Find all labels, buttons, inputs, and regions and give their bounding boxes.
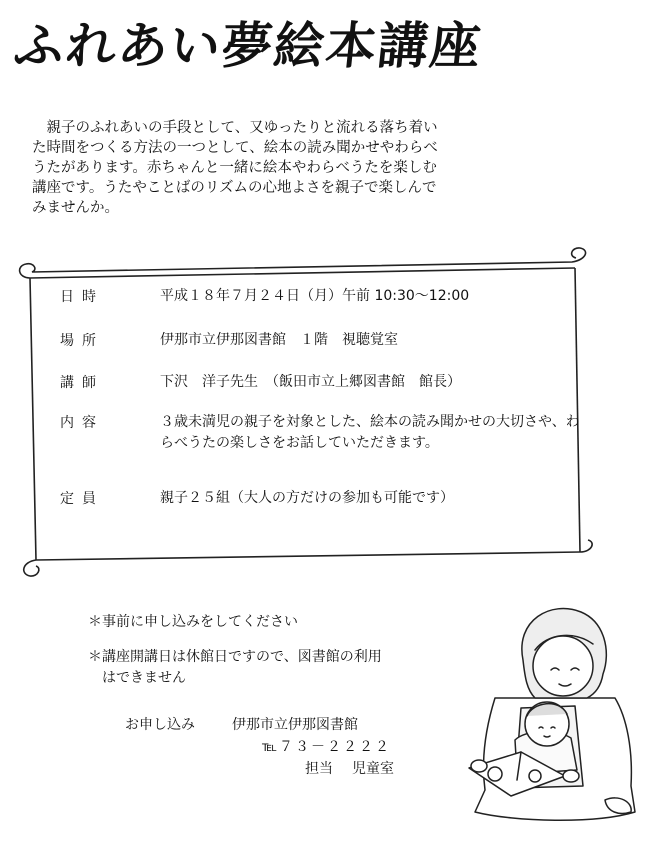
mother-baby-reading-illustration (455, 590, 645, 830)
person-label: 担当 (305, 761, 333, 777)
capacity-label: 定員 (60, 491, 104, 507)
intro-line-1: 親子のふれあいの手段として、又ゆったりと流れる落ち着い (46, 120, 438, 136)
intro-line-4: 講座です。うたやことばのリズムの心地よさを親子で楽しんで (32, 180, 437, 196)
lecturer-value: 下沢 洋子先生 （飯田市立上郷図書館 館長） (160, 374, 461, 390)
note-text-1: 事前に申し込みをしてください (102, 614, 298, 630)
note-item (88, 612, 388, 633)
content-value: ３歳未満児の親子を対象とした、絵本の読み聞かせの大切さや、わらべうたの楽しさをお話していただきます。 (160, 414, 580, 451)
notes (88, 612, 388, 701)
lecturer-row (60, 372, 590, 393)
capacity-row (60, 488, 590, 509)
apply-label: お申し込み (125, 717, 195, 733)
place-label: 場所 (60, 333, 104, 349)
note-text-2: 講座開講日は休館日ですので、図書館の利用はできません (102, 649, 382, 686)
person-value: 児童室 (352, 761, 394, 777)
date-value: 平成１８年７月２４日（月）午前 10:30〜12:00 (160, 288, 470, 304)
phone-number: ℡７３－２２２２ (262, 739, 392, 755)
intro-line-3: うたがあります。赤ちゃんと一緒に絵本やわらべうたを楽しむ (32, 160, 437, 176)
place-row (60, 330, 590, 351)
date-row (60, 286, 590, 307)
library-name: 伊那市立伊那図書館 (232, 717, 358, 733)
content-label: 内容 (60, 415, 104, 431)
lecturer-label: 講師 (60, 375, 104, 391)
date-label: 日時 (60, 289, 104, 305)
asterisk-mark: ＊ (88, 649, 102, 665)
page-title: ふれあい夢絵本講座 (10, 17, 486, 75)
intro-line-2: た時間をつくる方法の一つとして、絵本の読み聞かせやわらべ (32, 140, 438, 156)
place-value: 伊那市立伊那図書館 １階 視聴覚室 (160, 332, 398, 348)
capacity-value: 親子２５組（大人の方だけの参加も可能です） (160, 490, 454, 506)
content-row (60, 412, 590, 454)
asterisk-mark: ＊ (88, 614, 102, 630)
intro-line-5: みませんか。 (32, 200, 119, 216)
note-item (88, 647, 388, 689)
